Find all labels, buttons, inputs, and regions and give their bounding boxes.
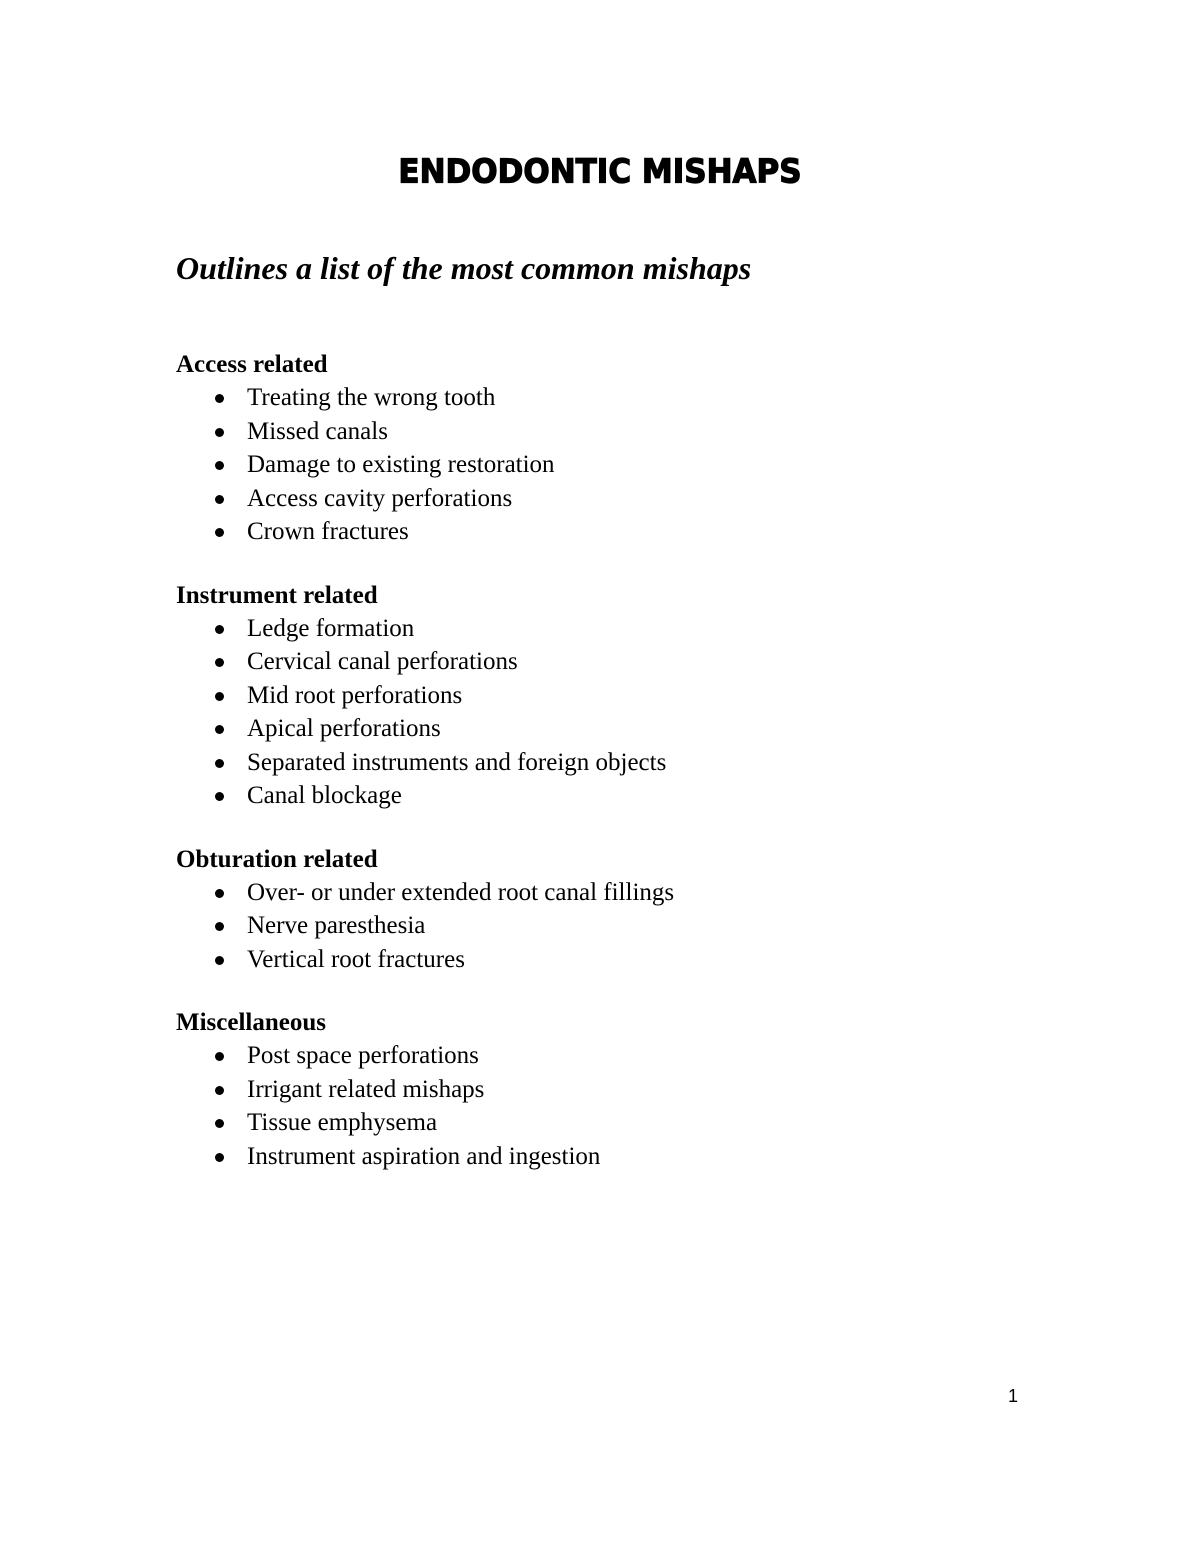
list-item bbox=[176, 381, 1076, 415]
list-item-text: Post space perforations bbox=[247, 1042, 479, 1069]
bullet-icon bbox=[215, 692, 224, 701]
list-item bbox=[176, 712, 1076, 746]
list-item-text: Tissue emphysema bbox=[247, 1109, 438, 1136]
list-item bbox=[176, 612, 1076, 646]
list-item-text: Canal blockage bbox=[247, 782, 402, 809]
section-heading: Access related bbox=[176, 351, 328, 378]
bullet-icon bbox=[215, 1119, 224, 1128]
bullet-icon bbox=[215, 1052, 224, 1061]
section-obturation-related bbox=[176, 843, 1076, 977]
bullet-icon bbox=[215, 792, 224, 801]
list-item-text: Vertical root fractures bbox=[247, 945, 465, 973]
bullet-icon bbox=[215, 922, 224, 931]
bullet-list bbox=[176, 876, 1076, 977]
list-item bbox=[176, 1106, 1076, 1140]
section-heading: Miscellaneous bbox=[176, 1009, 326, 1036]
list-item bbox=[176, 415, 1076, 449]
list-item-text: Over- or under extended root canal fillings bbox=[247, 878, 675, 906]
section-access-related bbox=[176, 348, 1076, 549]
list-item-text: Separated instruments and foreign objects bbox=[247, 748, 667, 776]
bullet-icon bbox=[215, 759, 224, 768]
bullet-icon bbox=[215, 495, 224, 504]
list-item-text: Access cavity perforations bbox=[247, 484, 513, 512]
list-item bbox=[176, 482, 1076, 516]
bullet-icon bbox=[215, 461, 224, 470]
list-item-text: Cervical canal perforations bbox=[247, 648, 518, 675]
bullet-icon bbox=[215, 725, 224, 734]
bullet-list bbox=[176, 381, 1076, 549]
bullet-icon bbox=[215, 1086, 224, 1095]
list-item bbox=[176, 876, 1076, 910]
list-item bbox=[176, 448, 1076, 482]
list-item-text: Instrument aspiration and ingestion bbox=[247, 1142, 601, 1170]
bullet-icon bbox=[215, 658, 224, 667]
bullet-icon bbox=[215, 956, 224, 965]
list-item bbox=[176, 679, 1076, 713]
page-number: 1 bbox=[1008, 1386, 1019, 1406]
section-miscellaneous bbox=[176, 1006, 1076, 1173]
list-item-text: Irrigant related mishaps bbox=[247, 1075, 485, 1103]
section-heading: Instrument related bbox=[176, 581, 378, 609]
bullet-list bbox=[176, 1039, 1076, 1173]
bullet-icon bbox=[215, 889, 224, 898]
bullet-list bbox=[176, 612, 1076, 813]
list-item bbox=[176, 909, 1076, 943]
section-heading: Obturation related bbox=[176, 845, 378, 873]
list-item bbox=[176, 1140, 1076, 1174]
bullet-icon bbox=[215, 625, 224, 634]
list-item bbox=[176, 1039, 1076, 1073]
list-item-text: Treating the wrong tooth bbox=[247, 384, 496, 411]
bullet-icon bbox=[215, 528, 224, 537]
list-item bbox=[176, 943, 1076, 977]
list-item-text: Missed canals bbox=[247, 417, 388, 445]
bullet-icon bbox=[215, 428, 224, 437]
list-item-text: Nerve paresthesia bbox=[247, 912, 426, 939]
list-item bbox=[176, 746, 1076, 780]
list-item bbox=[176, 515, 1076, 549]
list-item-text: Crown fractures bbox=[247, 518, 409, 545]
list-item-text: Mid root perforations bbox=[247, 681, 463, 709]
list-item-text: Apical perforations bbox=[247, 715, 441, 742]
document-title: ENDODONTIC MISHAPS bbox=[398, 153, 802, 191]
bullet-icon bbox=[215, 1153, 224, 1162]
document-subtitle: Outlines a list of the most common mishaps bbox=[176, 250, 752, 286]
list-item-text: Damage to existing restoration bbox=[247, 451, 555, 478]
bullet-icon bbox=[215, 394, 224, 403]
list-item bbox=[176, 1073, 1076, 1107]
list-item bbox=[176, 645, 1076, 679]
mishap-sections bbox=[176, 348, 1076, 1203]
list-item-text: Ledge formation bbox=[247, 614, 415, 642]
section-instrument-related bbox=[176, 579, 1076, 813]
list-item bbox=[176, 779, 1076, 813]
